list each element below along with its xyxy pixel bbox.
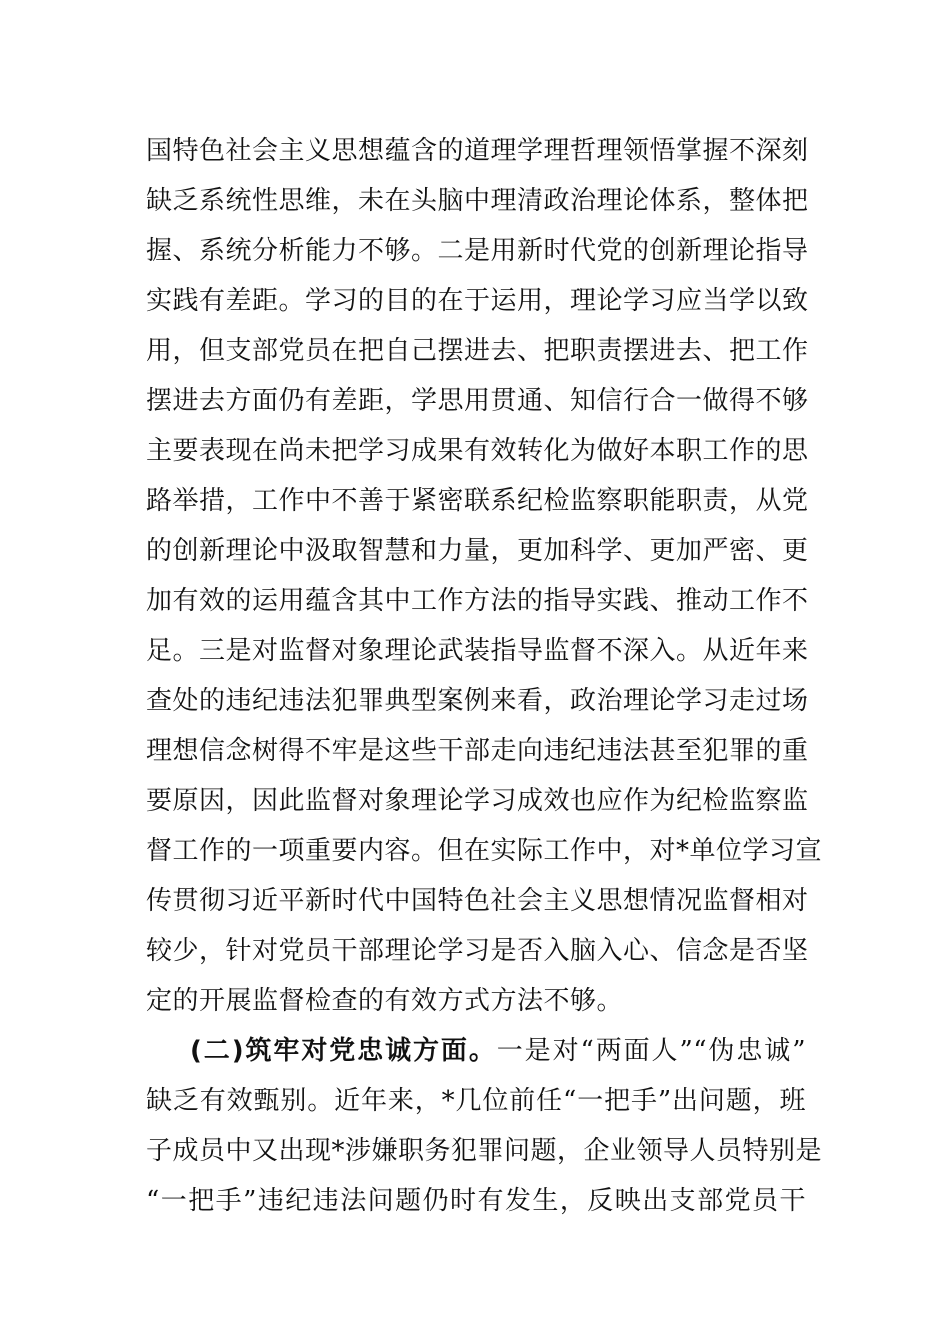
text-line: 国特色社会主义思想蕴含的道理学理哲理领悟掌握不深刻: [146, 136, 809, 166]
document-body: [146, 126, 823, 1226]
text-line: 子成员中又出现*涉嫌职务犯罪问题，企业领导人员特别是: [146, 1136, 823, 1166]
text-line: 查处的违纪违法犯罪典型案例来看，政治理论学习走过场: [146, 686, 809, 716]
text-line: 摆进去方面仍有差距，学思用贯通、知信行合一做得不够: [146, 386, 809, 416]
section-2-first-line-text: 一是对“两面人”“伪忠诚”: [496, 1036, 806, 1066]
text-line: 传贯彻习近平新时代中国特色社会主义思想情况监督相对: [146, 886, 809, 916]
text-line: 主要表现在尚未把学习成果有效转化为做好本职工作的思: [146, 436, 809, 466]
text-line: 加有效的运用蕴含其中工作方法的指导实践、推动工作不: [146, 586, 809, 616]
section-2-first-line: [146, 1026, 806, 1076]
text-line: 路举措，工作中不善于紧密联系纪检监察职能职责，从党: [146, 486, 809, 516]
section-2-heading: (二)筑牢对党忠诚方面。: [190, 1036, 497, 1066]
text-line: 定的开展监督检查的有效方式方法不够。: [146, 986, 624, 1016]
text-line: 要原因，因此监督对象理论学习成效也应作为纪检监察监: [146, 786, 809, 816]
text-line: 缺乏系统性思维，未在头脑中理清政治理论体系，整体把: [146, 186, 809, 216]
text-line: 足。三是对监督对象理论武装指导监督不深入。从近年来: [146, 636, 809, 666]
text-line: 督工作的一项重要内容。但在实际工作中，对*单位学习宣: [146, 836, 823, 866]
text-line: 理想信念树得不牢是这些干部走向违纪违法甚至犯罪的重: [146, 736, 809, 766]
text-line: 握、系统分析能力不够。二是用新时代党的创新理论指导: [146, 236, 809, 266]
text-line: 的创新理论中汲取智慧和力量，更加科学、更加严密、更: [146, 536, 809, 566]
text-line: 较少，针对党员干部理论学习是否入脑入心、信念是否坚: [146, 936, 809, 966]
text-line: 用，但支部党员在把自己摆进去、把职责摆进去、把工作: [146, 336, 809, 366]
text-line: “一把手”违纪违法问题仍时有发生，反映出支部党员干: [146, 1186, 806, 1216]
text-line: 缺乏有效甄别。近年来，*几位前任“一把手”出问题，班: [146, 1086, 806, 1116]
text-line: 实践有差距。学习的目的在于运用，理论学习应当学以致: [146, 286, 809, 316]
